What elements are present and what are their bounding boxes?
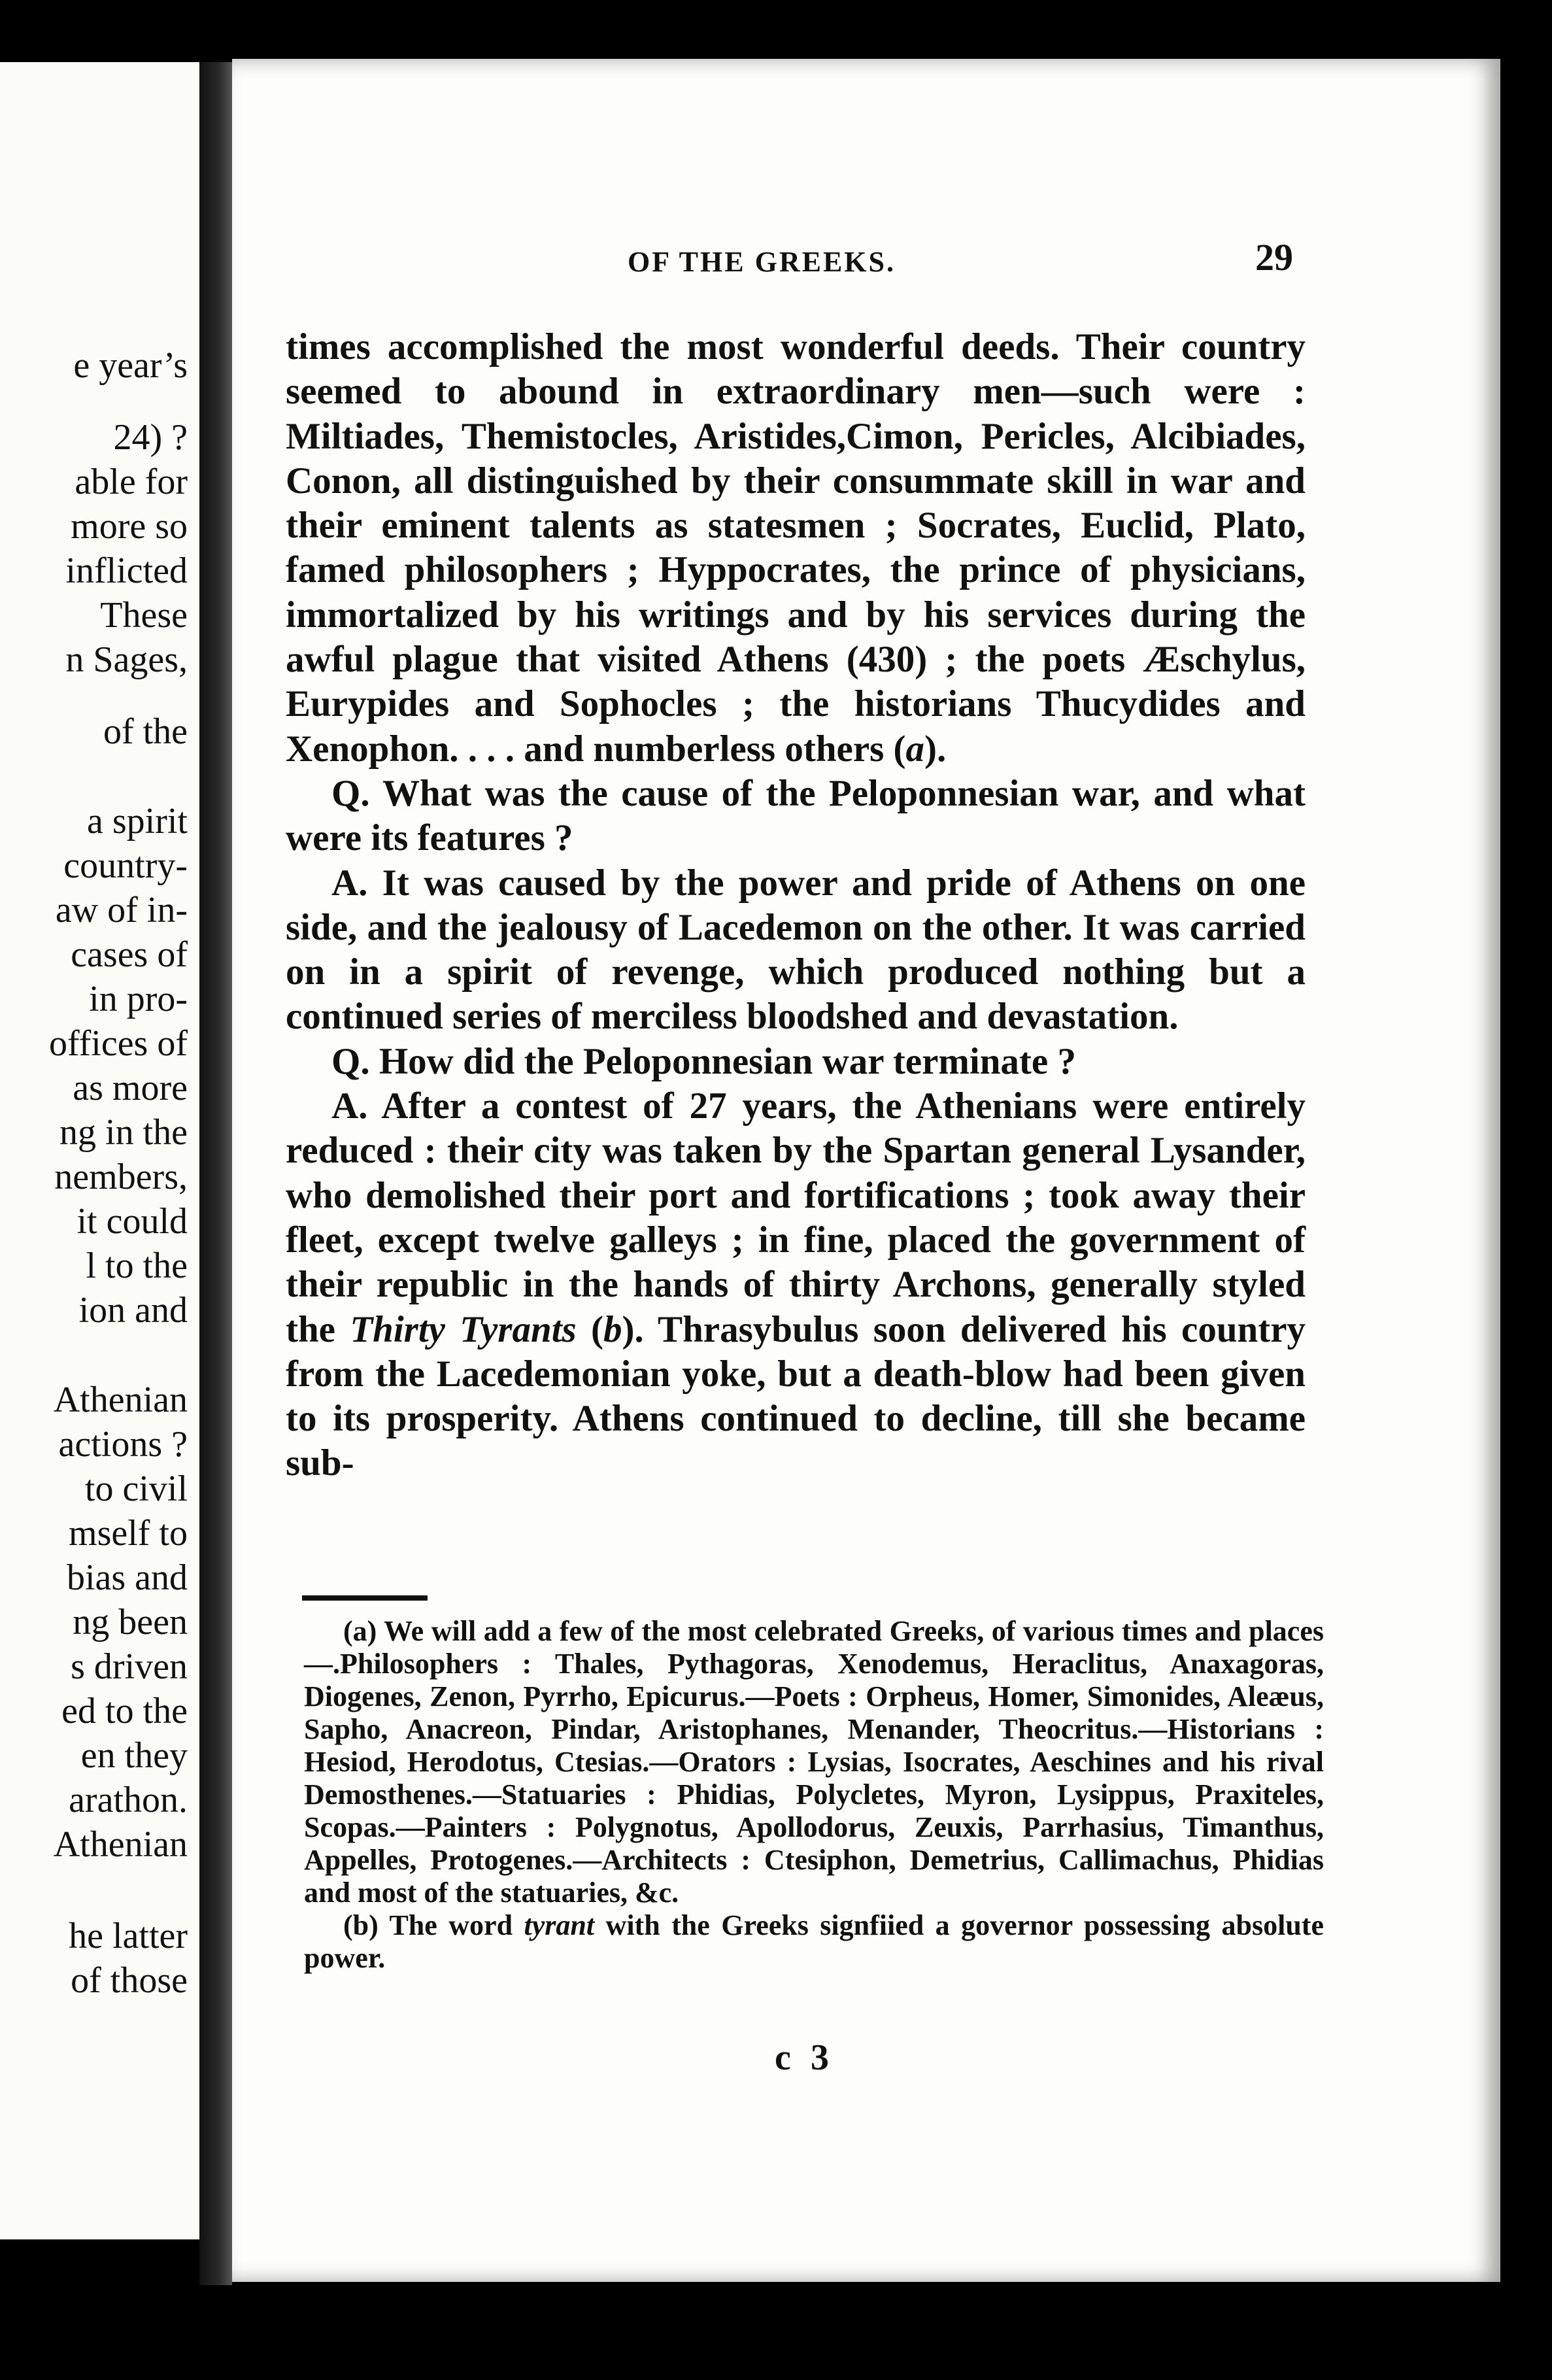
running-title: OF THE GREEKS.	[628, 246, 896, 278]
running-head	[392, 190, 1307, 279]
facing-text-line: ng been	[73, 1602, 188, 1642]
facing-text-line: it could	[76, 1201, 188, 1242]
facing-text-line: 24) ?	[113, 417, 188, 458]
paragraph-continuation: times accomplished the most wonderful deeds. Their country seemed to abound in extraordinary men—such were : Miltiades, Themistocles, Aristides,Cimon, Pericles, Alcibiades, Conon, all distinguished by their consummate skill in war and their eminent talents as statesmen ; Socrates, Euclid, Plato, famed philosophers ; Hyppocrates, the prince of physicians, immortalized by his writings and by his services during the awful plague that visited Athens (430) ; the poets Æschylus, Eurypides and Sophocles ; the historians Thucydides and Xenophon. . . . and numberless others (a).	[286, 326, 1306, 770]
facing-text-line: in pro-	[89, 979, 188, 1019]
facing-text-line: as more	[73, 1068, 188, 1108]
facing-text-line: e year’s	[73, 345, 188, 386]
answer-1: A. It was caused by the power and pride of Athens on one side, and the jealousy of Lacedemon on the other. It was carried on in a spirit of revenge, which produced nothing but a continued series of merciless bloodshed and devastation.	[286, 862, 1306, 1038]
footnote-rule	[302, 1595, 428, 1601]
footnote-b: (b) The word tyrant with the Greeks signfiied a governor possessing absolute power.	[304, 1909, 1324, 1974]
facing-text-line: more so	[71, 506, 188, 547]
facing-text-line: ed to the	[61, 1691, 188, 1731]
facing-text-line: Athenian	[53, 1380, 188, 1420]
question-1: Q. What was the cause of the Peloponnesian war, and what were its features ?	[286, 772, 1306, 859]
facing-text-line: bias and	[66, 1557, 188, 1598]
facing-text-line: of those	[71, 1960, 188, 2001]
facing-text-line: n Sages,	[65, 639, 188, 680]
facing-text-line: of the	[103, 711, 188, 752]
facing-text-line: cases of	[71, 934, 188, 975]
facing-text-line: nembers,	[54, 1157, 188, 1197]
signature-mark: c 3	[775, 2037, 834, 2078]
facing-text-line: he latter	[69, 1916, 188, 1956]
facing-page-fragment	[0, 62, 199, 2239]
footnote-ref-a: a	[905, 728, 925, 770]
footnote-ref-b: b	[603, 1308, 622, 1350]
facing-text-line: to civil	[84, 1469, 188, 1509]
main-text	[286, 325, 1306, 1486]
facing-text-line: ng in the	[59, 1112, 188, 1153]
facing-text-line: s driven	[71, 1646, 188, 1687]
facing-text-line: country-	[63, 845, 188, 886]
facing-text-line: inflicted	[65, 551, 188, 591]
facing-text-line: actions ?	[58, 1424, 188, 1465]
facing-text-line: ion and	[78, 1290, 188, 1331]
footnote-a: (a) We will add a few of the most celebrated Greeks, of various times and places—.Philosophers : Thales, Pythagoras, Xenodemus, Heraclitus, Anaxagoras, Diogenes, Zenon, Pyrrho, Epicurus.—Poets : Orpheus, Homer, Simonides, Aleæus, Sapho, Anacreon, Pindar, Aristophanes, Menander, Theocritus.—Historians : Hesiod, Herodotus, Ctesias.—Orators : Lysias, Isocrates, Aeschines and his rival Demosthenes.—Statuaries : Phidias, Polycletes, Myron, Lysippus, Praxiteles, Scopas.—Painters : Polygnotus, Apollodorus, Zeuxis, Parrhasius, Timanthus, Appelles, Protogenes.—Architects : Ctesiphon, Demetrius, Callimachus, Phidias and most of the statuaries, &c.	[304, 1615, 1324, 1909]
facing-text-line: en they	[80, 1735, 188, 1776]
facing-text-line: a spirit	[87, 801, 188, 842]
question-2: Q. How did the Peloponnesian war terminate ?	[331, 1040, 1076, 1082]
facing-text-line: able for	[75, 462, 188, 502]
italic-thirty-tyrants: Thirty Tyrants	[350, 1308, 577, 1350]
facing-text-line: l to the	[86, 1246, 188, 1286]
facing-text-line: offices of	[49, 1023, 188, 1064]
page-number: 29	[1255, 236, 1293, 279]
book-gutter	[199, 62, 232, 2285]
facing-text-line: aw of in-	[55, 890, 188, 930]
answer-2: A. After a contest of 27 years, the Athenians were entirely reduced : their city was taken by the Spartan general Lysander, who demolished their port and fortifications ; took away their fleet, except twelve galleys ; in fine, placed the government of their republic in the hands of thirty Archons, generally styled the Thirty Tyrants (b). Thrasybulus soon delivered his country from the Lacedemonian yoke, but a death-blow had been given to its prosperity. Athens continued to decline, till she became sub-	[286, 1085, 1306, 1484]
facing-text-line: These	[100, 595, 188, 636]
facing-text-line: Athenian	[53, 1824, 188, 1865]
footnotes	[304, 1615, 1324, 1975]
facing-text-line: arathon.	[69, 1780, 188, 1820]
facing-text-line: mself to	[69, 1513, 188, 1554]
